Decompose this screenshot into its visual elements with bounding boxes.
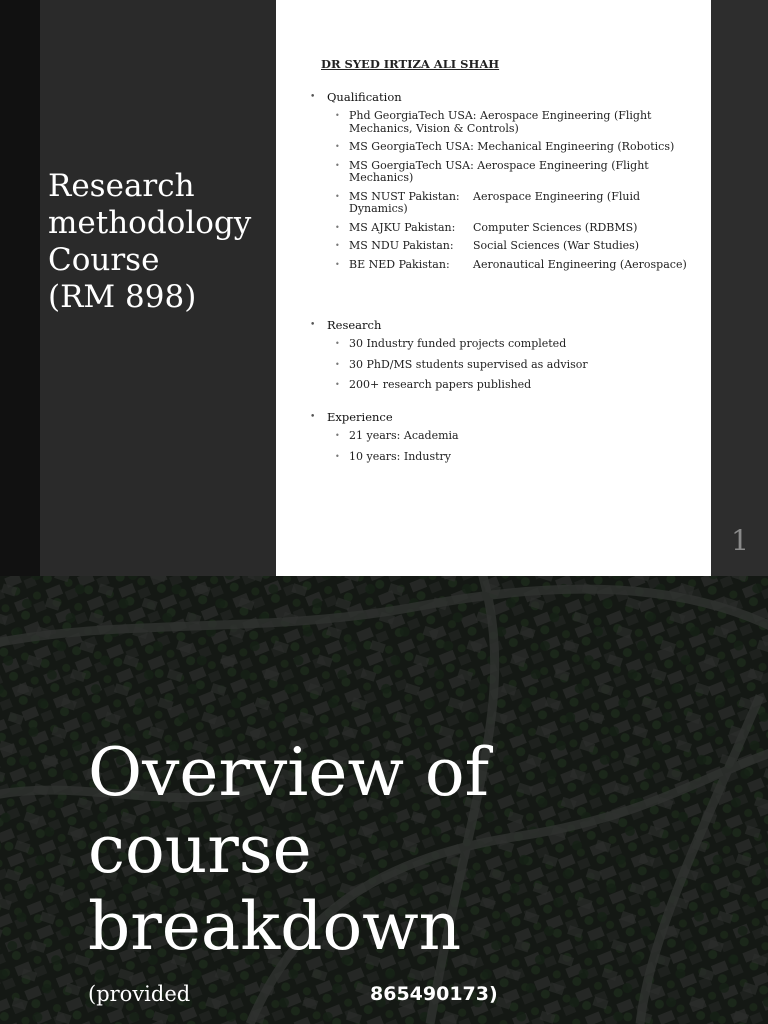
caption-end: 865490173) — [370, 983, 498, 1005]
list-item — [310, 222, 700, 235]
list-item — [310, 259, 700, 272]
qualification-list — [310, 110, 700, 271]
slide-1-title-line: methodology — [48, 205, 252, 241]
section-research — [310, 318, 700, 400]
degree-field: Aerospace Engineering (Fluid Dynamics) — [349, 189, 641, 215]
degree-field: Aerospace Engineering (Flight Mechanics) — [349, 158, 649, 184]
page-number: 1 — [731, 524, 749, 557]
list-item — [310, 191, 700, 216]
section-title: • Qualification — [310, 90, 700, 105]
list-item: • 30 Industry funded projects completed — [310, 338, 700, 351]
list-item: • 30 PhD/MS students supervised as advisor — [310, 359, 700, 372]
degree-label: MS NDU Pakistan: — [349, 239, 454, 252]
research-list — [310, 338, 700, 392]
degree-field: Mechanical Engineering (Robotics) — [477, 140, 675, 153]
section-qualification — [310, 90, 700, 277]
degree-label: MS NUST Pakistan: — [349, 189, 460, 203]
list-item: • 10 years: Industry — [310, 451, 700, 464]
degree-field: Computer Sciences (RDBMS) — [473, 220, 638, 234]
list-item — [310, 240, 700, 253]
slide-2 — [0, 576, 768, 1024]
degree-field: Aerospace Engineering (Flight Mechanics, Vision & Controls) — [349, 109, 652, 135]
right-edge-strip — [711, 0, 768, 576]
section-title: • Research — [310, 318, 700, 333]
caption-start: (provided — [88, 982, 191, 1006]
degree-label: MS AJKU Pakistan: — [349, 220, 456, 234]
list-item — [310, 141, 700, 154]
list-item: • 200+ research papers published — [310, 379, 700, 392]
instructor-name: DR SYED IRTIZA ALI SHAH — [321, 57, 500, 71]
experience-list — [310, 430, 700, 463]
slide-2-title-line: breakdown — [88, 888, 462, 965]
slide-2-title-line: course — [88, 811, 312, 888]
list-item — [310, 110, 700, 135]
slide-2-title-line: Overview of — [88, 734, 490, 811]
slide-1-title-line: Research — [48, 168, 195, 204]
list-item: • 21 years: Academia — [310, 430, 700, 443]
content-panel — [276, 0, 711, 576]
degree-label: MS GeorgiaTech USA: — [349, 140, 474, 153]
degree-field: Social Sciences (War Studies) — [473, 239, 640, 252]
degree-label: MS GoergiaTech USA: — [349, 158, 474, 172]
slide-1-title-line: Course — [48, 242, 160, 278]
degree-label: Phd GeorgiaTech USA: — [349, 109, 477, 122]
left-edge-strip — [0, 0, 40, 576]
degree-label: BE NED Pakistan: — [349, 257, 450, 271]
slide-2-title — [88, 734, 489, 965]
section-experience — [310, 410, 700, 471]
slide-1-title — [48, 168, 273, 316]
section-title: • Experience — [310, 410, 700, 425]
degree-field: Aeronautical Engineering (Aerospace) — [473, 257, 687, 271]
slide-1-title-line: (RM 898) — [48, 279, 197, 315]
list-item — [310, 160, 700, 185]
